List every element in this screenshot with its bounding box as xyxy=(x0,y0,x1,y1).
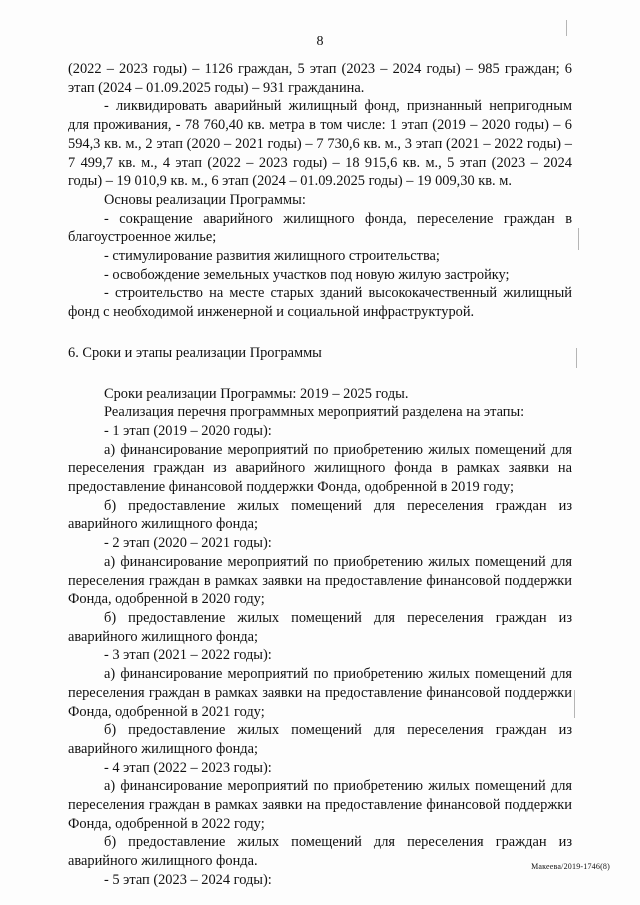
stage-3-item-a: а) финансирование мероприятий по приобретению жилых помещений для переселения граждан в рамках заявки на предоставление финансовой поддержки Фонда, одобренной в 2021 году; xyxy=(68,666,572,720)
stage-2-item-a: а) финансирование мероприятий по приобретению жилых помещений для переселения граждан в рамках заявки на предоставление финансовой поддержки Фонда, одобренной в 2020 году; xyxy=(68,553,572,608)
paragraph-basic-stimulate: - стимулирование развития жилищного строительства; xyxy=(104,248,440,265)
paragraph-program-terms: Сроки реализации Программы: 2019 – 2025 годы. xyxy=(104,385,409,402)
paragraph-basic-construction: - строительство на месте старых зданий высококачественный жилищный фонд с необходимой инженерной и социальной инфраструктурой. xyxy=(68,285,572,321)
stage-3-heading: - 3 этап (2021 – 2022 годы): xyxy=(104,647,272,664)
section-title: 6. Сроки и этапы реализации Программы xyxy=(68,344,322,361)
page-number: 8 xyxy=(316,34,324,49)
stage-4-item-a: а) финансирование мероприятий по приобретению жилых помещений для переселения граждан в рамках заявки на предоставление финансовой поддержки Фонда, одобренной в 2022 году; xyxy=(68,778,572,832)
scan-artifact-line xyxy=(574,690,575,718)
paragraph-program-basics-heading: Основы реализации Программы: xyxy=(104,191,306,208)
scan-artifact-line xyxy=(566,20,567,36)
document-footer-code: Макеева/2019-1746(8) xyxy=(531,862,610,871)
stage-1-item-a: а) финансирование мероприятий по приобретению жилых помещений для переселения граждан из аварийного жилищного фонда в рамках заявки на предоставление финансовой поддержки Фонда, одобренной в 2019 году; xyxy=(68,441,572,496)
stage-2-heading: - 2 этап (2020 – 2021 годы): xyxy=(104,535,272,552)
paragraph-liquidate-fund: - ликвидировать аварийный жилищный фонд, признанный непригодным для проживания, - 78 760,40 кв. метра в том числе: 1 этап (2019 – 2020 годы) – 6 594,3 кв. м., 2 этап (2020 – 2021 годы) – 7 730,6 кв. м., 3 этап (2021 – 2022 годы) – 7 499,7 кв. м., 4 этап (2022 – 2023 годы) – 18 915,6 кв. м., 5 этап (2023 – 2024 годы) – 19 010,9 кв. м., 6 этап (2024 – 01.09.2025 годы) – 19 009,30 кв. м. xyxy=(68,98,572,190)
stage-2-item-b: б) предоставление жилых помещений для переселения граждан из аварийного жилищного фонда; xyxy=(68,609,572,645)
stage-1-item-b: б) предоставление жилых помещений для переселения граждан из аварийного жилищного фонда; xyxy=(68,497,572,533)
stage-4-item-b: б) предоставление жилых помещений для переселения граждан из аварийного жилищного фонда. xyxy=(68,834,572,870)
paragraph-basic-free-land: - освобождение земельных участков под новую жилую застройку; xyxy=(104,266,510,283)
stage-3-item-b: б) предоставление жилых помещений для переселения граждан из аварийного жилищного фонда; xyxy=(68,722,572,757)
paragraph-stages-intro: Реализация перечня программных мероприятий разделена на этапы: xyxy=(104,404,525,421)
paragraph-basic-reduce-fund: - сокращение аварийного жилищного фонда, переселение граждан в благоустроенное жилье; xyxy=(68,210,572,246)
paragraph-participants-stages: (2022 – 2023 годы) – 1126 граждан, 5 этап (2023 – 2024 годы) – 985 граждан; 6 этап (2024 – 01.09.2025 годы) – 931 гражданина. xyxy=(68,61,572,96)
stage-4-heading: - 4 этап (2022 – 2023 годы): xyxy=(104,759,272,776)
scan-artifact-line xyxy=(576,348,577,368)
stage-1-heading: - 1 этап (2019 – 2020 годы): xyxy=(104,422,272,439)
stage-5-heading: - 5 этап (2023 – 2024 годы): xyxy=(104,871,272,888)
document-body xyxy=(68,60,572,890)
scan-artifact-line xyxy=(578,228,579,250)
